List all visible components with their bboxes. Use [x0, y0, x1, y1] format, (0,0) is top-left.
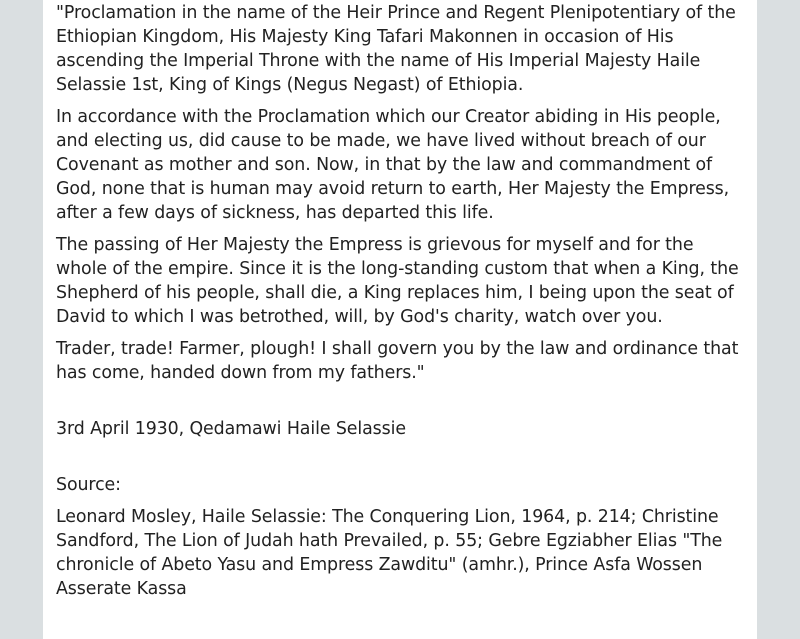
source-text: Leonard Mosley, Haile Selassie: The Conquering Lion, 1964, p. 214; Christine Sandford, The Lion of Judah hath Prevailed, p. 55; Gebre Egziabher Elias "The chronicle of Abeto Yasu and Empress Zawditu" (amhr.), Prince Asfa Wossen Asserate Kassa	[56, 507, 723, 599]
proclamation-paragraph-1: "Proclamation in the name of the Heir Prince and Regent Plenipotentiary of the Ethiopian Kingdom, His Majesty King Tafari Makonnen in occasion of His ascending the Imperial Throne with the name of His Imperial Majesty Haile Selassie 1st, King of Kings (Negus Negast) of Ethiopia.	[56, 3, 736, 95]
source-heading: Source:	[56, 475, 121, 495]
blank-line	[56, 449, 748, 473]
proclamation-paragraph-4: Trader, trade! Farmer, plough! I shall govern you by the law and ordinance that has come, handed down from my fathers."	[56, 339, 739, 383]
document-content	[56, 0, 748, 609]
document-page	[43, 0, 757, 639]
signature-line: 3rd April 1930, Qedamawi Haile Selassie	[56, 419, 406, 439]
proclamation-paragraph-3: The passing of Her Majesty the Empress is grievous for myself and for the whole of the empire. Since it is the long-standing custom that when a King, the Shepherd of his people, shall die, a King replaces him, I being upon the seat of David to which I was betrothed, will, by God's charity, watch over you.	[56, 235, 739, 327]
blank-line	[56, 393, 748, 417]
proclamation-paragraph-2: In accordance with the Proclamation which our Creator abiding in His people, and electing us, did cause to be made, we have lived without breach of our Covenant as mother and son. Now, in that by the law and commandment of God, none that is human may avoid return to earth, Her Majesty the Empress, after a few days of sickness, has departed this life.	[56, 107, 730, 223]
